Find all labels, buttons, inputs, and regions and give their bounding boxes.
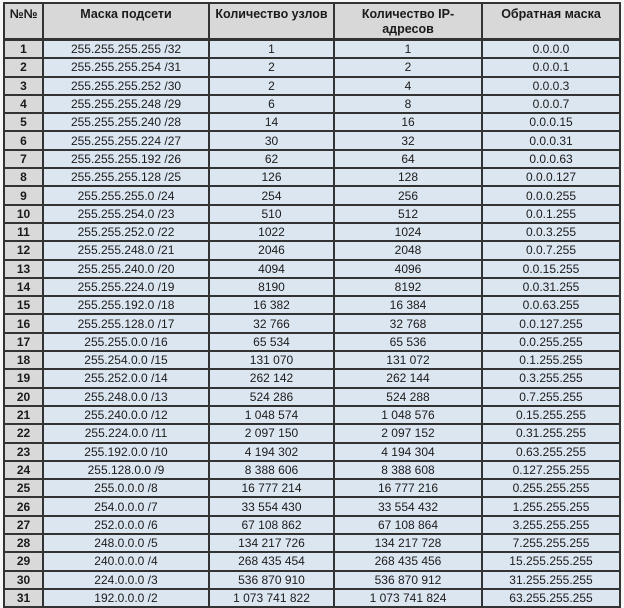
ip-count-cell: 16 384 — [334, 296, 482, 314]
ip-count-cell: 2048 — [334, 241, 482, 259]
row-number-cell: 17 — [4, 333, 43, 351]
ip-count-cell: 32 768 — [334, 314, 482, 332]
subnet-mask-cell: 255.224.0.0 /11 — [43, 424, 209, 442]
hosts-count-cell: 4094 — [209, 260, 334, 278]
wildcard-mask-cell: 0.0.0.1 — [482, 58, 620, 76]
subnet-table-container — [3, 2, 621, 608]
subnet-mask-cell: 255.255.255.192 /26 — [43, 150, 209, 168]
table-row — [4, 58, 620, 76]
table-row — [4, 351, 620, 369]
ip-count-cell: 1024 — [334, 223, 482, 241]
hosts-count-cell: 134 217 726 — [209, 534, 334, 552]
row-number-cell: 15 — [4, 296, 43, 314]
table-row — [4, 571, 620, 589]
table-row — [4, 406, 620, 424]
row-number-cell: 22 — [4, 424, 43, 442]
header-hosts-count: Количество узлов — [209, 3, 334, 40]
row-number-cell: 24 — [4, 461, 43, 479]
subnet-mask-cell: 255.255.255.0 /24 — [43, 186, 209, 204]
row-number-cell: 1 — [4, 40, 43, 59]
hosts-count-cell: 32 766 — [209, 314, 334, 332]
subnet-mask-cell: 255.255.192.0 /18 — [43, 296, 209, 314]
row-number-cell: 6 — [4, 131, 43, 149]
table-row — [4, 461, 620, 479]
subnet-mask-cell: 255.255.128.0 /17 — [43, 314, 209, 332]
hosts-count-cell: 2 097 150 — [209, 424, 334, 442]
ip-count-cell: 2 — [334, 58, 482, 76]
ip-count-cell: 1 073 741 824 — [334, 589, 482, 607]
wildcard-mask-cell: 0.0.0.255 — [482, 186, 620, 204]
table-row — [4, 40, 620, 59]
table-row — [4, 223, 620, 241]
subnet-mask-cell: 255.248.0.0 /13 — [43, 388, 209, 406]
hosts-count-cell: 16 382 — [209, 296, 334, 314]
wildcard-mask-cell: 0.0.0.7 — [482, 95, 620, 113]
wildcard-mask-cell: 0.0.31.255 — [482, 278, 620, 296]
wildcard-mask-cell: 0.3.255.255 — [482, 369, 620, 387]
ip-count-cell: 256 — [334, 186, 482, 204]
wildcard-mask-cell: 63.255.255.255 — [482, 589, 620, 607]
hosts-count-cell: 2 — [209, 77, 334, 95]
wildcard-mask-cell: 0.255.255.255 — [482, 479, 620, 497]
subnet-mask-cell: 192.0.0.0 /2 — [43, 589, 209, 607]
subnet-mask-cell: 240.0.0.0 /4 — [43, 552, 209, 570]
subnet-table — [3, 2, 621, 608]
subnet-mask-cell: 255.255.255.128 /25 — [43, 168, 209, 186]
wildcard-mask-cell: 0.0.0.15 — [482, 113, 620, 131]
subnet-mask-cell: 224.0.0.0 /3 — [43, 571, 209, 589]
table-row — [4, 241, 620, 259]
hosts-count-cell: 14 — [209, 113, 334, 131]
table-row — [4, 497, 620, 515]
ip-count-cell: 16 777 216 — [334, 479, 482, 497]
subnet-mask-cell: 255.192.0.0 /10 — [43, 443, 209, 461]
row-number-cell: 4 — [4, 95, 43, 113]
table-header — [4, 3, 620, 40]
ip-count-cell: 65 536 — [334, 333, 482, 351]
wildcard-mask-cell: 3.255.255.255 — [482, 516, 620, 534]
subnet-mask-cell: 255.254.0.0 /15 — [43, 351, 209, 369]
row-number-cell: 2 — [4, 58, 43, 76]
subnet-mask-cell: 255.255.224.0 /19 — [43, 278, 209, 296]
table-row — [4, 516, 620, 534]
row-number-cell: 8 — [4, 168, 43, 186]
hosts-count-cell: 33 554 430 — [209, 497, 334, 515]
ip-count-cell: 1 — [334, 40, 482, 59]
hosts-count-cell: 30 — [209, 131, 334, 149]
table-body — [4, 40, 620, 608]
table-row — [4, 479, 620, 497]
subnet-mask-cell: 255.255.240.0 /20 — [43, 260, 209, 278]
subnet-mask-cell: 255.252.0.0 /14 — [43, 369, 209, 387]
ip-count-cell: 4 194 304 — [334, 443, 482, 461]
row-number-cell: 23 — [4, 443, 43, 461]
hosts-count-cell: 2 — [209, 58, 334, 76]
subnet-mask-cell: 252.0.0.0 /6 — [43, 516, 209, 534]
wildcard-mask-cell: 0.0.3.255 — [482, 223, 620, 241]
table-row — [4, 95, 620, 113]
row-number-cell: 9 — [4, 186, 43, 204]
row-number-cell: 11 — [4, 223, 43, 241]
ip-count-cell: 8 388 608 — [334, 461, 482, 479]
ip-count-cell: 33 554 432 — [334, 497, 482, 515]
ip-count-cell: 524 288 — [334, 388, 482, 406]
table-row — [4, 443, 620, 461]
subnet-mask-cell: 255.240.0.0 /12 — [43, 406, 209, 424]
table-row — [4, 150, 620, 168]
ip-count-cell: 8 — [334, 95, 482, 113]
wildcard-mask-cell: 0.0.0.63 — [482, 150, 620, 168]
wildcard-mask-cell: 1.255.255.255 — [482, 497, 620, 515]
table-row — [4, 168, 620, 186]
row-number-cell: 16 — [4, 314, 43, 332]
subnet-mask-cell: 254.0.0.0 /7 — [43, 497, 209, 515]
table-row — [4, 589, 620, 607]
row-number-cell: 5 — [4, 113, 43, 131]
row-number-cell: 13 — [4, 260, 43, 278]
row-number-cell: 21 — [4, 406, 43, 424]
subnet-mask-cell: 255.0.0.0 /8 — [43, 479, 209, 497]
ip-count-cell: 268 435 456 — [334, 552, 482, 570]
wildcard-mask-cell: 31.255.255.255 — [482, 571, 620, 589]
table-row — [4, 552, 620, 570]
wildcard-mask-cell: 0.0.0.3 — [482, 77, 620, 95]
wildcard-mask-cell: 0.0.127.255 — [482, 314, 620, 332]
wildcard-mask-cell: 0.15.255.255 — [482, 406, 620, 424]
hosts-count-cell: 126 — [209, 168, 334, 186]
wildcard-mask-cell: 0.1.255.255 — [482, 351, 620, 369]
table-row — [4, 113, 620, 131]
row-number-cell: 20 — [4, 388, 43, 406]
wildcard-mask-cell: 0.0.1.255 — [482, 205, 620, 223]
row-number-cell: 25 — [4, 479, 43, 497]
subnet-mask-cell: 255.255.255.252 /30 — [43, 77, 209, 95]
hosts-count-cell: 1022 — [209, 223, 334, 241]
ip-count-cell: 536 870 912 — [334, 571, 482, 589]
table-row — [4, 77, 620, 95]
wildcard-mask-cell: 0.0.0.127 — [482, 168, 620, 186]
hosts-count-cell: 67 108 862 — [209, 516, 334, 534]
ip-count-cell: 128 — [334, 168, 482, 186]
hosts-count-cell: 268 435 454 — [209, 552, 334, 570]
subnet-mask-cell: 255.128.0.0 /9 — [43, 461, 209, 479]
subnet-mask-cell: 255.255.255.248 /29 — [43, 95, 209, 113]
hosts-count-cell: 62 — [209, 150, 334, 168]
hosts-count-cell: 536 870 910 — [209, 571, 334, 589]
row-number-cell: 27 — [4, 516, 43, 534]
hosts-count-cell: 262 142 — [209, 369, 334, 387]
subnet-mask-cell: 255.255.252.0 /22 — [43, 223, 209, 241]
header-ip-count: Количество IP-адресов — [334, 3, 482, 40]
row-number-cell: 28 — [4, 534, 43, 552]
ip-count-cell: 4 — [334, 77, 482, 95]
table-row — [4, 186, 620, 204]
wildcard-mask-cell: 0.0.63.255 — [482, 296, 620, 314]
hosts-count-cell: 65 534 — [209, 333, 334, 351]
wildcard-mask-cell: 0.0.15.255 — [482, 260, 620, 278]
ip-count-cell: 262 144 — [334, 369, 482, 387]
table-row — [4, 131, 620, 149]
row-number-cell: 3 — [4, 77, 43, 95]
row-number-cell: 26 — [4, 497, 43, 515]
wildcard-mask-cell: 0.127.255.255 — [482, 461, 620, 479]
row-number-cell: 31 — [4, 589, 43, 607]
subnet-mask-cell: 248.0.0.0 /5 — [43, 534, 209, 552]
hosts-count-cell: 4 194 302 — [209, 443, 334, 461]
row-number-cell: 30 — [4, 571, 43, 589]
ip-count-cell: 1 048 576 — [334, 406, 482, 424]
subnet-mask-cell: 255.255.255.240 /28 — [43, 113, 209, 131]
header-subnet-mask: Маска подсети — [43, 3, 209, 40]
ip-count-cell: 64 — [334, 150, 482, 168]
row-number-cell: 14 — [4, 278, 43, 296]
hosts-count-cell: 8 388 606 — [209, 461, 334, 479]
table-row — [4, 260, 620, 278]
hosts-count-cell: 6 — [209, 95, 334, 113]
hosts-count-cell: 16 777 214 — [209, 479, 334, 497]
table-row — [4, 296, 620, 314]
hosts-count-cell: 510 — [209, 205, 334, 223]
wildcard-mask-cell: 0.0.0.0 — [482, 40, 620, 59]
table-row — [4, 333, 620, 351]
table-row — [4, 388, 620, 406]
ip-count-cell: 134 217 728 — [334, 534, 482, 552]
ip-count-cell: 67 108 864 — [334, 516, 482, 534]
header-row-number: №№ — [4, 3, 43, 40]
table-row — [4, 278, 620, 296]
hosts-count-cell: 254 — [209, 186, 334, 204]
table-row — [4, 314, 620, 332]
ip-count-cell: 2 097 152 — [334, 424, 482, 442]
subnet-mask-cell: 255.255.248.0 /21 — [43, 241, 209, 259]
ip-count-cell: 32 — [334, 131, 482, 149]
subnet-mask-cell: 255.255.255.255 /32 — [43, 40, 209, 59]
hosts-count-cell: 1 073 741 822 — [209, 589, 334, 607]
row-number-cell: 29 — [4, 552, 43, 570]
row-number-cell: 18 — [4, 351, 43, 369]
wildcard-mask-cell: 0.0.7.255 — [482, 241, 620, 259]
header-row — [4, 3, 620, 40]
ip-count-cell: 512 — [334, 205, 482, 223]
ip-count-cell: 16 — [334, 113, 482, 131]
subnet-mask-cell: 255.255.0.0 /16 — [43, 333, 209, 351]
ip-count-cell: 4096 — [334, 260, 482, 278]
subnet-mask-cell: 255.255.254.0 /23 — [43, 205, 209, 223]
row-number-cell: 10 — [4, 205, 43, 223]
wildcard-mask-cell: 7.255.255.255 — [482, 534, 620, 552]
table-row — [4, 424, 620, 442]
wildcard-mask-cell: 0.7.255.255 — [482, 388, 620, 406]
subnet-mask-cell: 255.255.255.254 /31 — [43, 58, 209, 76]
hosts-count-cell: 1 — [209, 40, 334, 59]
hosts-count-cell: 524 286 — [209, 388, 334, 406]
wildcard-mask-cell: 0.63.255.255 — [482, 443, 620, 461]
wildcard-mask-cell: 0.0.0.31 — [482, 131, 620, 149]
subnet-mask-cell: 255.255.255.224 /27 — [43, 131, 209, 149]
row-number-cell: 12 — [4, 241, 43, 259]
wildcard-mask-cell: 15.255.255.255 — [482, 552, 620, 570]
wildcard-mask-cell: 0.0.255.255 — [482, 333, 620, 351]
hosts-count-cell: 2046 — [209, 241, 334, 259]
table-row — [4, 534, 620, 552]
ip-count-cell: 8192 — [334, 278, 482, 296]
row-number-cell: 19 — [4, 369, 43, 387]
wildcard-mask-cell: 0.31.255.255 — [482, 424, 620, 442]
hosts-count-cell: 8190 — [209, 278, 334, 296]
hosts-count-cell: 131 070 — [209, 351, 334, 369]
ip-count-cell: 131 072 — [334, 351, 482, 369]
table-row — [4, 205, 620, 223]
header-wildcard-mask: Обратная маска — [482, 3, 620, 40]
hosts-count-cell: 1 048 574 — [209, 406, 334, 424]
row-number-cell: 7 — [4, 150, 43, 168]
table-row — [4, 369, 620, 387]
